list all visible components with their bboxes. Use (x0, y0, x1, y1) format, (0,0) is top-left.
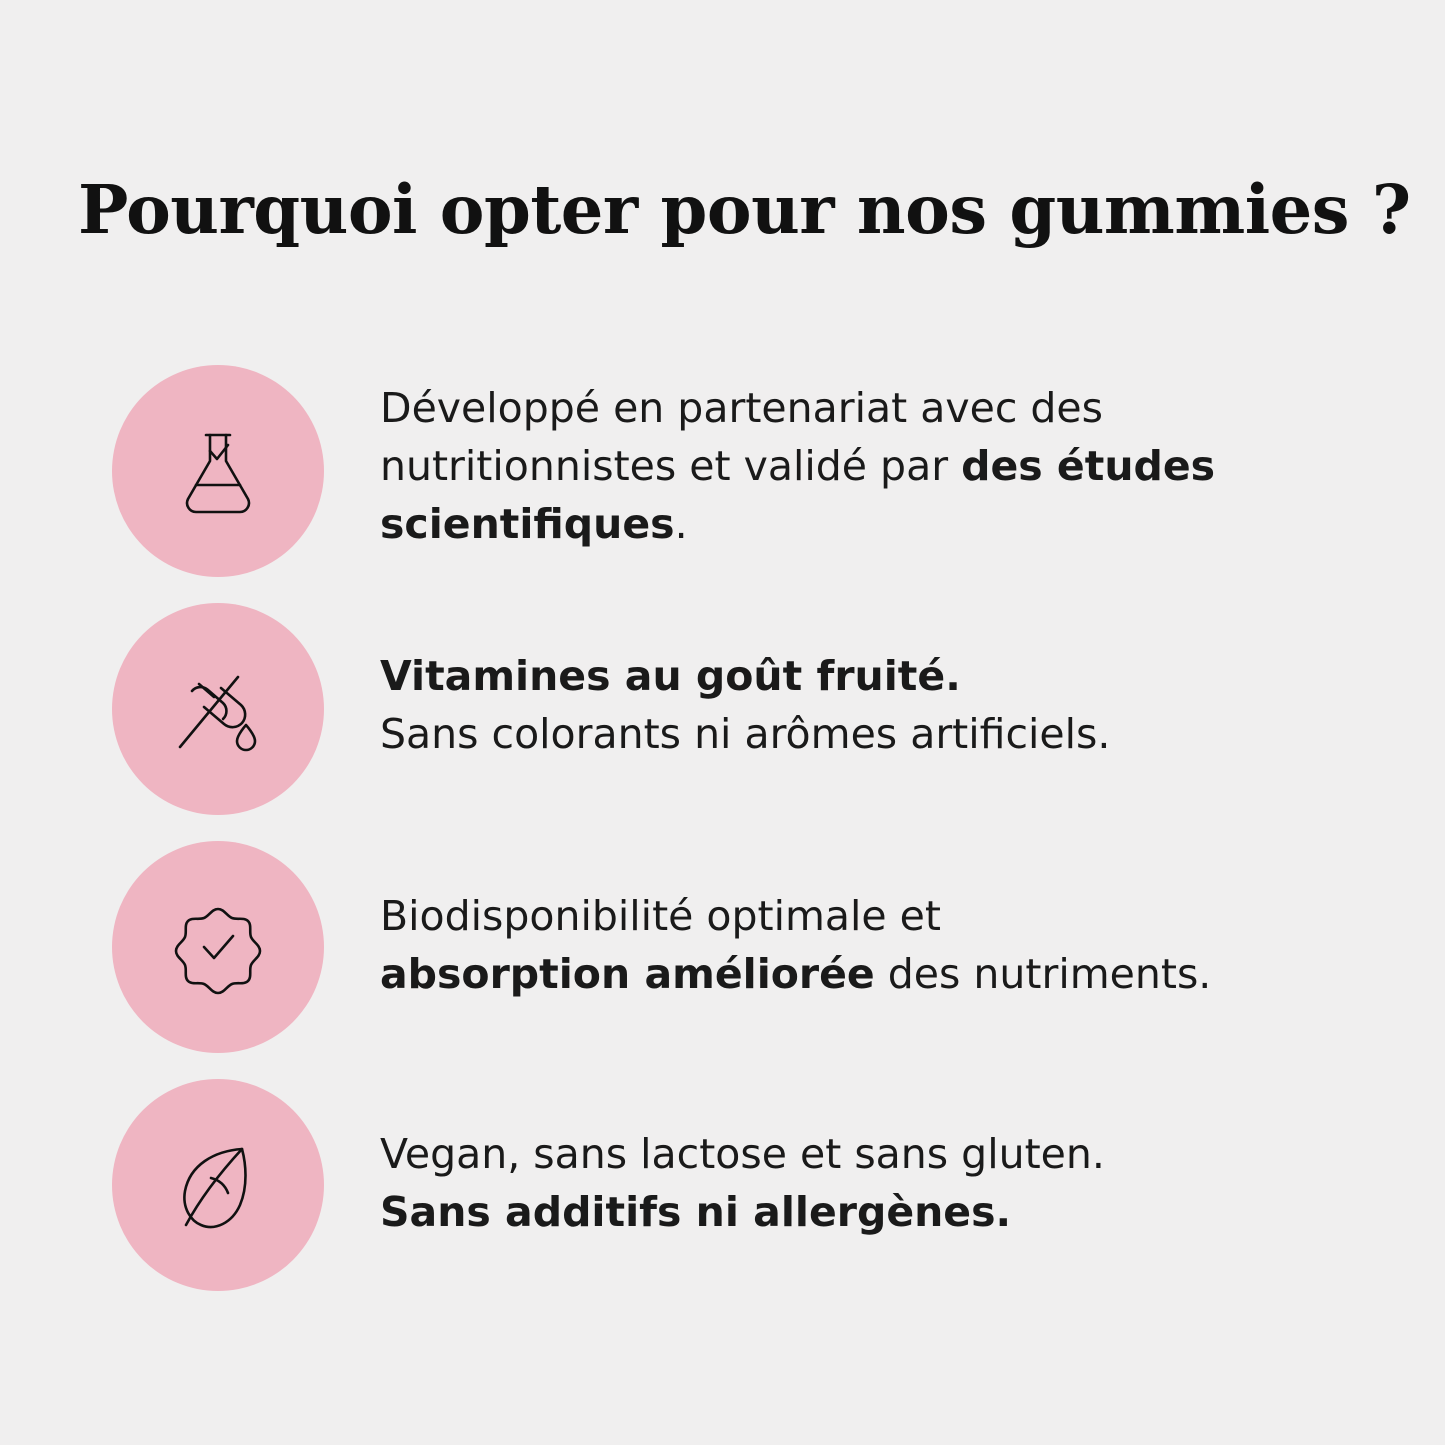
feature-line: . (674, 500, 688, 549)
check-badge-icon (166, 895, 270, 999)
list-item (112, 1079, 1342, 1291)
feature-line-bold: Vitamines au goût fruité. (380, 652, 961, 700)
page-title: Pourquoi opter pour nos gummies ? (78, 169, 1411, 249)
feature-line: Vegan, sans lactose et sans gluten. (380, 1130, 1105, 1178)
feature-line: Biodisponibilité optimale et (380, 892, 941, 940)
feature-text (324, 1079, 1342, 1241)
list-item (112, 365, 1342, 577)
feature-line: Développé en partenariat avec des (380, 384, 1104, 432)
feature-text (324, 603, 1342, 763)
flask-icon (166, 419, 270, 523)
dropper-icon (166, 657, 270, 761)
leaf-icon (166, 1133, 270, 1237)
feature-line: Sans colorants ni arômes artificiels. (380, 710, 1111, 759)
feature-line: nutritionnistes et validé par (380, 442, 962, 491)
check-badge-icon-badge (112, 841, 324, 1053)
feature-list (112, 365, 1342, 1317)
leaf-icon-badge (112, 1079, 324, 1291)
list-item (112, 841, 1342, 1053)
feature-line-bold: Sans additifs ni allergènes. (380, 1188, 1012, 1237)
feature-text (324, 841, 1342, 1003)
list-item (112, 603, 1342, 815)
feature-line-bold: des études scientifiques (380, 442, 1216, 549)
feature-text (324, 365, 1342, 554)
dropper-icon-badge (112, 603, 324, 815)
feature-line-bold: absorption améliorée (380, 950, 875, 999)
feature-line: des nutriments. (874, 950, 1212, 999)
flask-icon-badge (112, 365, 324, 577)
